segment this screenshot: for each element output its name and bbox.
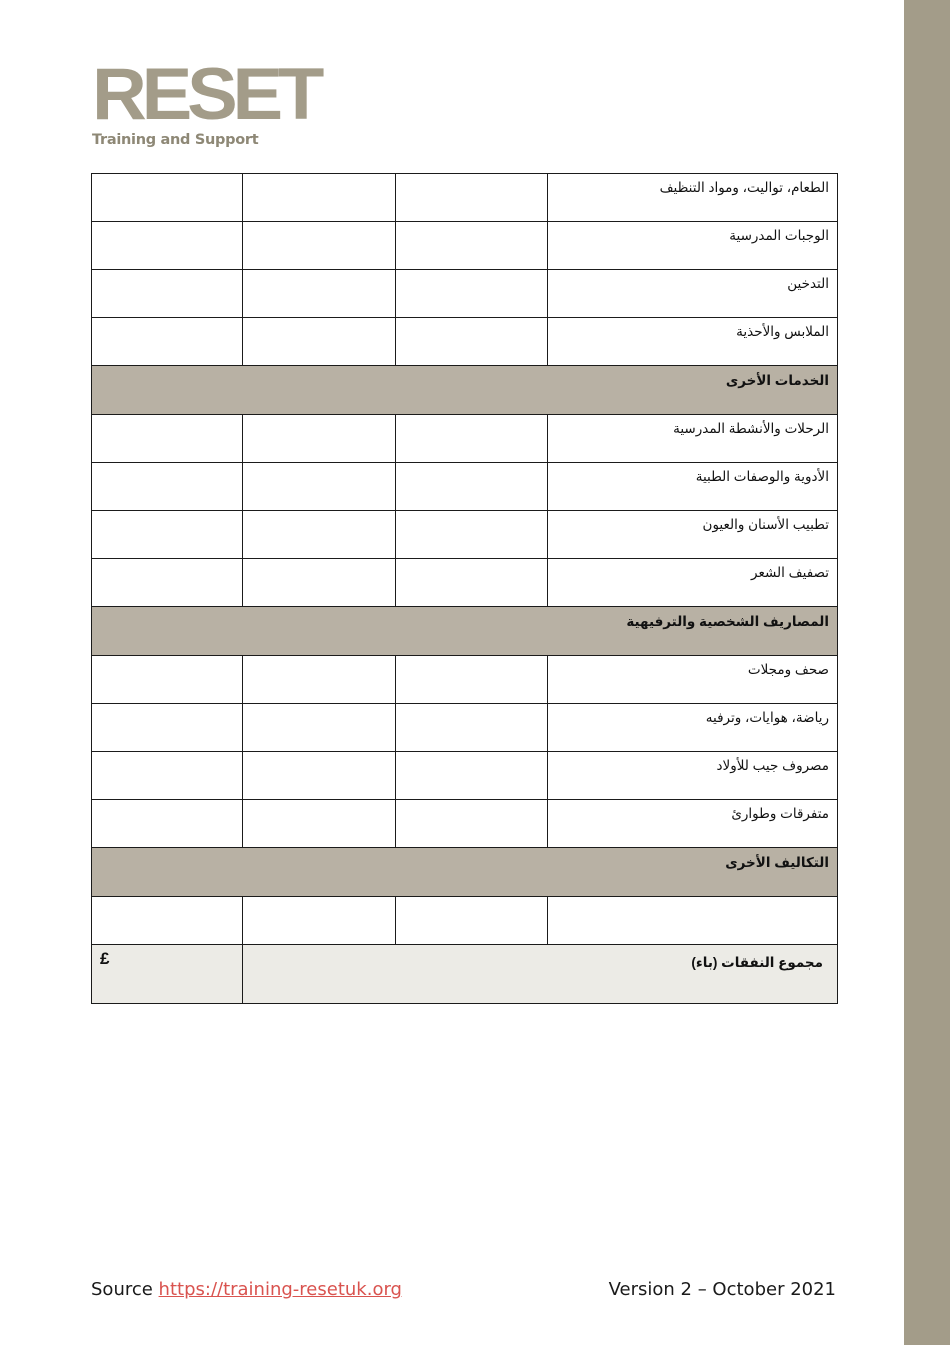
table-row (92, 656, 838, 704)
amount-cell-2[interactable] (243, 511, 396, 559)
expense-label: الوجبات المدرسية (548, 222, 838, 270)
footer-source (91, 1279, 402, 1300)
amount-cell-1[interactable] (92, 174, 243, 222)
table-row (92, 415, 838, 463)
amount-cell-2[interactable] (243, 704, 396, 752)
expense-label: رياضة، هوايات، وترفيه (548, 704, 838, 752)
amount-cell-3[interactable] (396, 415, 548, 463)
amount-cell-1[interactable] (92, 270, 243, 318)
expenses-table (91, 173, 838, 1004)
amount-cell-3[interactable] (396, 174, 548, 222)
total-label: مجموع النفقات (باء) (243, 945, 838, 1004)
amount-cell-3[interactable] (396, 800, 548, 848)
amount-cell-3[interactable] (396, 559, 548, 607)
amount-cell-1[interactable] (92, 704, 243, 752)
amount-cell-1[interactable] (92, 656, 243, 704)
amount-cell-3[interactable] (396, 270, 548, 318)
section-header-row (92, 607, 838, 656)
table-row (92, 800, 838, 848)
table-row (92, 704, 838, 752)
amount-cell-1[interactable] (92, 559, 243, 607)
amount-cell-2[interactable] (243, 318, 396, 366)
expense-label: مصروف جيب للأولاد (548, 752, 838, 800)
amount-cell-1[interactable] (92, 463, 243, 511)
amount-cell-3[interactable] (396, 463, 548, 511)
table-row (92, 752, 838, 800)
total-row (92, 945, 838, 1004)
amount-cell-3[interactable] (396, 897, 548, 945)
expense-label: الرحلات والأنشطة المدرسية (548, 415, 838, 463)
amount-cell-3[interactable] (396, 752, 548, 800)
amount-cell-2[interactable] (243, 897, 396, 945)
amount-cell-2[interactable] (243, 463, 396, 511)
section-header-row (92, 366, 838, 415)
section-header: الخدمات الأخرى (92, 366, 838, 415)
reset-logo (92, 54, 320, 148)
side-accent-bar (904, 0, 950, 1345)
expense-label: متفرقات وطوارئ (548, 800, 838, 848)
table-row (92, 511, 838, 559)
amount-cell-3[interactable] (396, 318, 548, 366)
expense-label (548, 897, 838, 945)
amount-cell-1[interactable] (92, 511, 243, 559)
table-row (92, 222, 838, 270)
section-header-row (92, 848, 838, 897)
table-row (92, 318, 838, 366)
amount-cell-1[interactable] (92, 222, 243, 270)
expense-label: تطبيب الأسنان والعيون (548, 511, 838, 559)
amount-cell-2[interactable] (243, 800, 396, 848)
section-header: التكاليف الأخرى (92, 848, 838, 897)
table-row (92, 559, 838, 607)
amount-cell-2[interactable] (243, 222, 396, 270)
table-row (92, 270, 838, 318)
footer-version: Version 2 – October 2021 (608, 1279, 836, 1300)
expense-label: الأدوية والوصفات الطبية (548, 463, 838, 511)
amount-cell-2[interactable] (243, 415, 396, 463)
section-header: المصاريف الشخصية والترفيهية (92, 607, 838, 656)
table-row (92, 174, 838, 222)
amount-cell-1[interactable] (92, 752, 243, 800)
expense-label: صحف ومجلات (548, 656, 838, 704)
amount-cell-2[interactable] (243, 559, 396, 607)
total-amount-cell[interactable]: £ (92, 945, 243, 1004)
amount-cell-3[interactable] (396, 656, 548, 704)
logo-tagline: Training and Support (92, 132, 259, 148)
expense-label: الطعام، تواليت، ومواد التنظيف (548, 174, 838, 222)
source-prefix: Source (91, 1279, 159, 1300)
amount-cell-1[interactable] (92, 415, 243, 463)
expense-label: الملابس والأحذية (548, 318, 838, 366)
amount-cell-2[interactable] (243, 174, 396, 222)
table-row (92, 897, 838, 945)
expense-label: تصفيف الشعر (548, 559, 838, 607)
amount-cell-2[interactable] (243, 752, 396, 800)
logo-wordmark: RESET (92, 54, 320, 135)
amount-cell-3[interactable] (396, 704, 548, 752)
amount-cell-2[interactable] (243, 656, 396, 704)
amount-cell-1[interactable] (92, 800, 243, 848)
amount-cell-3[interactable] (396, 511, 548, 559)
amount-cell-2[interactable] (243, 270, 396, 318)
table-row (92, 463, 838, 511)
source-link[interactable]: https://training-resetuk.org (158, 1279, 402, 1300)
amount-cell-1[interactable] (92, 897, 243, 945)
amount-cell-3[interactable] (396, 222, 548, 270)
expense-label: التدخين (548, 270, 838, 318)
amount-cell-1[interactable] (92, 318, 243, 366)
